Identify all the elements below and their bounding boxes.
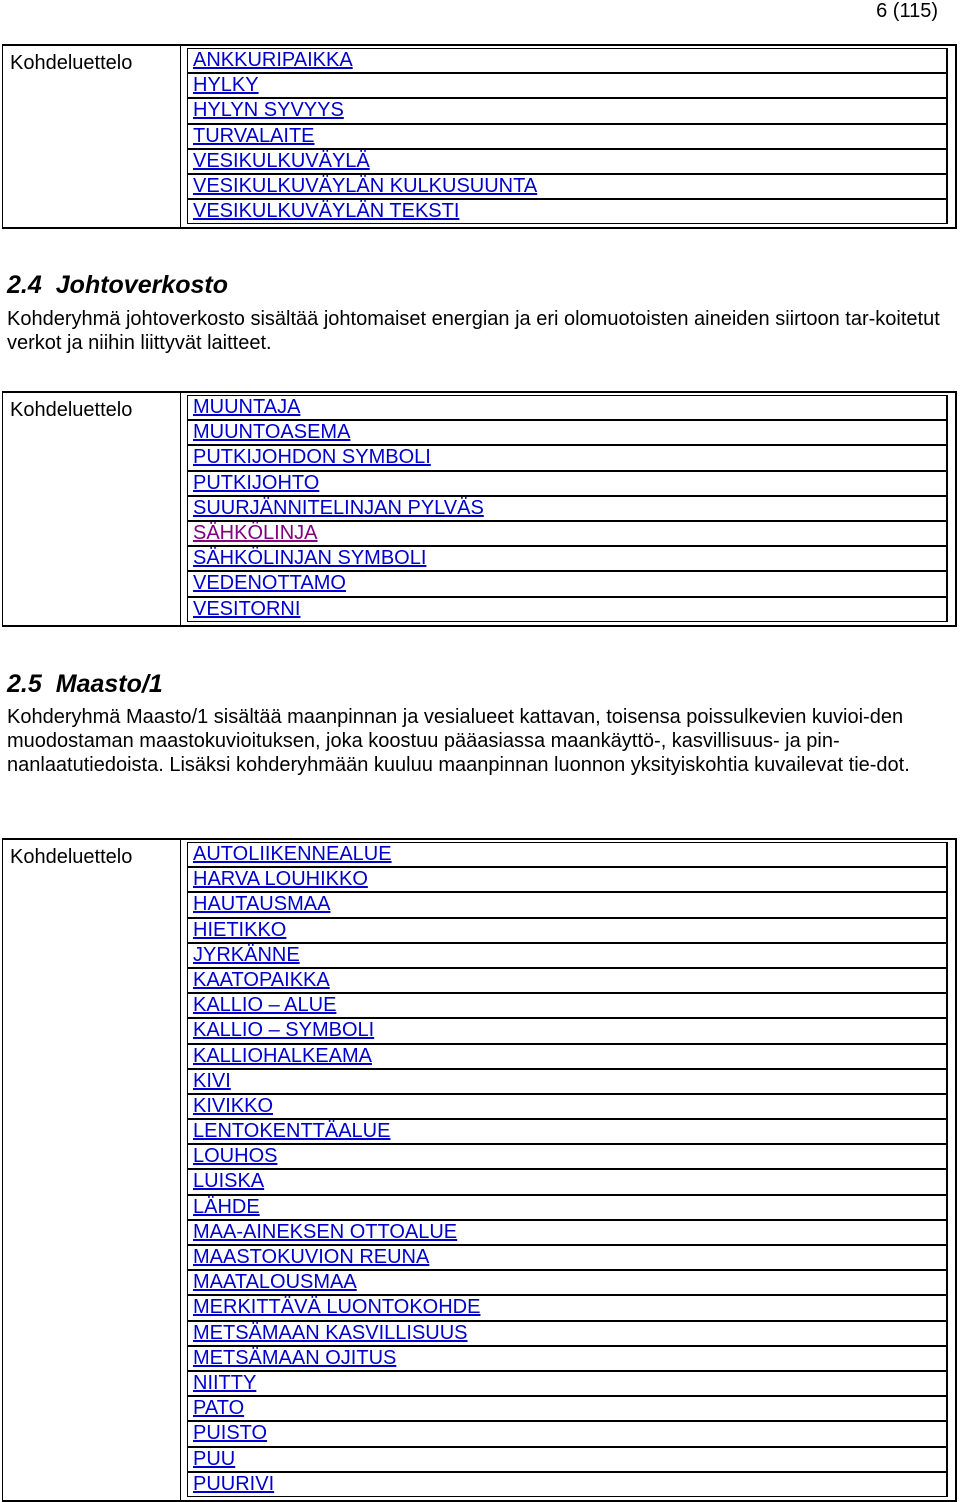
- object-link[interactable]: PUU: [193, 1447, 236, 1470]
- list-item: [188, 420, 946, 445]
- table-label: Kohdeluettelo: [3, 46, 181, 227]
- list-item: [188, 445, 946, 470]
- list-item: [188, 1371, 946, 1396]
- object-link[interactable]: PUTKIJOHTO: [193, 471, 320, 494]
- object-link[interactable]: KIVIKKO: [193, 1094, 274, 1117]
- object-link[interactable]: ANKKURIPAIKKA: [193, 49, 353, 71]
- section-heading-johtoverkosto: [7, 270, 228, 300]
- list-item: [188, 1195, 946, 1220]
- object-link[interactable]: VEDENOTTAMO: [193, 572, 346, 595]
- list-item: [188, 174, 946, 199]
- object-list: [187, 395, 948, 622]
- object-link[interactable]: VESIKULKUVÄYLÄ: [193, 149, 370, 172]
- list-item: [188, 521, 946, 546]
- table-label: Kohdeluettelo: [3, 840, 181, 1500]
- list-item: [188, 1094, 946, 1119]
- list-item: [188, 471, 946, 496]
- list-item: [188, 73, 946, 98]
- list-item: [188, 597, 946, 622]
- object-link[interactable]: PUISTO: [193, 1422, 268, 1445]
- list-item: [188, 1346, 946, 1371]
- object-link[interactable]: LENTOKENTTÄALUE: [193, 1120, 391, 1143]
- object-link[interactable]: KALLIOHALKEAMA: [193, 1044, 372, 1067]
- list-item: [188, 943, 946, 968]
- object-link[interactable]: LÄHDE: [193, 1195, 260, 1218]
- object-link[interactable]: LOUHOS: [193, 1145, 278, 1168]
- object-link[interactable]: KAATOPAIKKA: [193, 968, 330, 991]
- object-link[interactable]: HARVA LOUHIKKO: [193, 868, 368, 891]
- list-item: [188, 1295, 946, 1320]
- kohdeluettelo-table-vesiliikenne: [2, 44, 957, 229]
- object-link[interactable]: SUURJÄNNITELINJAN PYLVÄS: [193, 496, 484, 519]
- object-link[interactable]: AUTOLIIKENNEALUE: [193, 843, 392, 865]
- list-item: [188, 571, 946, 596]
- table-label: Kohdeluettelo: [3, 393, 181, 625]
- object-link[interactable]: HAUTAUSMAA: [193, 893, 331, 916]
- object-link[interactable]: MUUNTAJA: [193, 396, 301, 418]
- page-number: 6 (115): [876, 0, 938, 22]
- list-item: [188, 546, 946, 571]
- section-title: Johtoverkosto: [55, 271, 229, 299]
- section-paragraph-johtoverkosto: Kohderyhmä johtoverkosto sisältää johtomaiset energian ja eri olomuotoisten aineiden siirtoon tar-koitetut verkot ja niihin liittyvät laitteet.: [7, 308, 940, 354]
- list-item: [188, 918, 946, 943]
- section-number: 2.4: [7, 271, 42, 299]
- object-link[interactable]: VESIKULKUVÄYLÄN TEKSTI: [193, 200, 460, 223]
- section-number: 2.5: [7, 670, 42, 698]
- list-item: [188, 993, 946, 1018]
- object-link[interactable]: HIETIKKO: [193, 918, 287, 941]
- object-link[interactable]: LUISKA: [193, 1170, 265, 1193]
- list-item: [188, 1321, 946, 1346]
- object-link[interactable]: METSÄMAAN KASVILLISUUS: [193, 1321, 468, 1344]
- object-link[interactable]: TURVALAITE: [193, 124, 315, 147]
- list-item: [188, 1245, 946, 1270]
- list-item: [188, 1421, 946, 1446]
- object-link[interactable]: METSÄMAAN OJITUS: [193, 1346, 397, 1369]
- object-link[interactable]: SÄHKÖLINJAN SYMBOLI: [193, 547, 427, 570]
- list-item: [188, 199, 946, 224]
- list-item: [188, 48, 946, 73]
- list-item: [188, 1169, 946, 1194]
- object-link[interactable]: MAA-AINEKSEN OTTOALUE: [193, 1220, 458, 1243]
- list-item: [188, 968, 946, 993]
- object-link[interactable]: MAASTOKUVION REUNA: [193, 1246, 430, 1268]
- object-link[interactable]: KIVI: [193, 1069, 231, 1092]
- object-link[interactable]: NIITTY: [193, 1371, 257, 1394]
- kohdeluettelo-table-maasto1: [2, 838, 957, 1502]
- object-link[interactable]: PUTKIJOHDON SYMBOLI: [193, 446, 431, 469]
- list-item: [188, 1144, 946, 1169]
- list-item: [188, 98, 946, 123]
- list-item: [188, 892, 946, 917]
- object-link[interactable]: KALLIO – SYMBOLI: [193, 1019, 375, 1042]
- object-link[interactable]: VESITORNI: [193, 597, 301, 620]
- object-link[interactable]: VESIKULKUVÄYLÄN KULKUSUUNTA: [193, 174, 538, 197]
- list-item: [188, 1069, 946, 1094]
- section-heading-maasto1: [7, 669, 163, 699]
- list-item: [188, 1119, 946, 1144]
- kohdeluettelo-table-johtoverkosto: [2, 391, 957, 627]
- list-item: [188, 496, 946, 521]
- object-link[interactable]: PATO: [193, 1397, 245, 1420]
- list-item: [188, 1220, 946, 1245]
- object-link[interactable]: PUURIVI: [193, 1472, 275, 1495]
- list-item: [188, 1044, 946, 1069]
- list-item: [188, 1447, 946, 1472]
- list-item: [188, 1270, 946, 1295]
- list-item: [188, 842, 946, 867]
- list-item: [188, 867, 946, 892]
- object-list: [187, 48, 948, 224]
- list-item: [188, 149, 946, 174]
- object-link[interactable]: MERKITTÄVÄ LUONTOKOHDE: [193, 1296, 481, 1319]
- list-item: [188, 124, 946, 149]
- object-link[interactable]: MAATALOUSMAA: [193, 1271, 357, 1294]
- object-link[interactable]: MUUNTOASEMA: [193, 421, 351, 444]
- list-item: [188, 1472, 946, 1497]
- object-link[interactable]: JYRKÄNNE: [193, 943, 300, 966]
- list-item: [188, 1018, 946, 1043]
- list-item: [188, 1396, 946, 1421]
- object-link[interactable]: KALLIO – ALUE: [193, 994, 337, 1017]
- object-link[interactable]: SÄHKÖLINJA: [193, 521, 318, 544]
- section-title: Maasto/1: [55, 670, 163, 698]
- section-paragraph-maasto1: Kohderyhmä Maasto/1 sisältää maanpinnan ja vesialueet kattavan, toisensa poissulkevien kuvioi-den muodostaman maastokuvioituksen, joka koostuu pääasiassa maankäyttö-, kasvillisuus- ja pin-nanlaatutiedoista. Lisäksi kohderyhmään kuuluu maanpinnan luonnon yksityiskohtia kuvailevat tie-dot.: [7, 706, 910, 776]
- object-link[interactable]: HYLKY: [193, 74, 259, 97]
- object-list: [187, 842, 948, 1497]
- list-item: [188, 395, 946, 420]
- object-link[interactable]: HYLYN SYVYYS: [193, 99, 344, 122]
